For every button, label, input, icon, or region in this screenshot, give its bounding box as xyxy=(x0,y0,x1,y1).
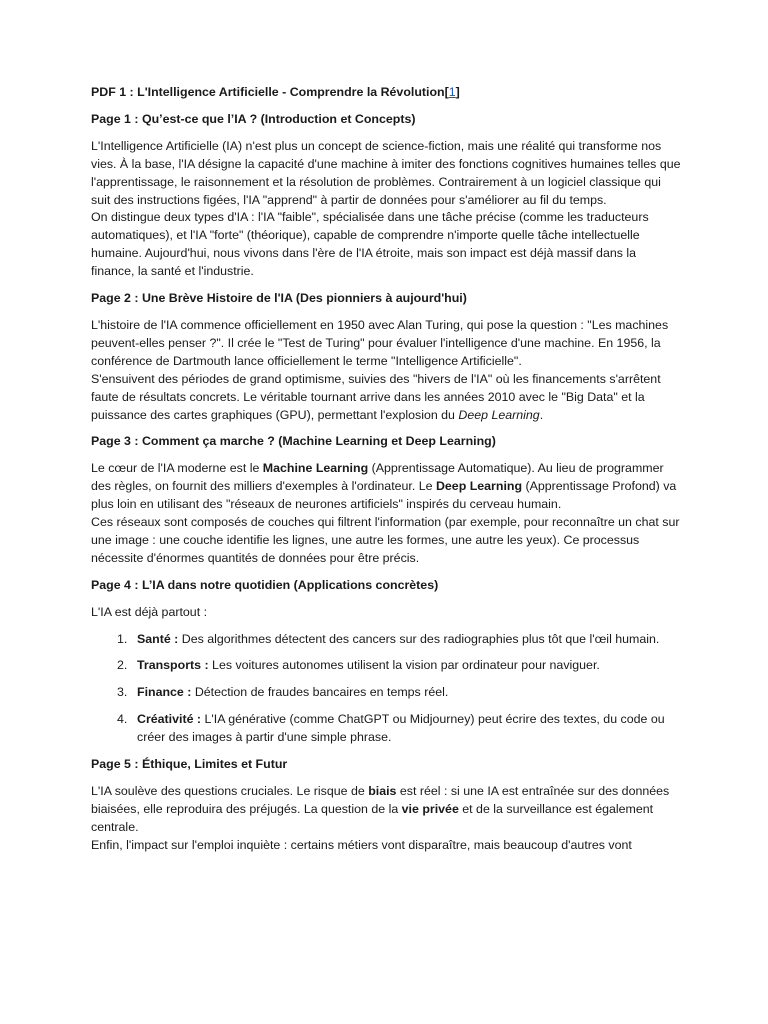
paragraph xyxy=(91,371,681,425)
paragraph: Enfin, l'impact sur l'emploi inquiète : certains métiers vont disparaître, mais beaucoup d'autres vont xyxy=(91,837,632,852)
list-text: Des algorithmes détectent des cancers sur des radiographies plus tôt que l'œil humain. xyxy=(178,631,660,646)
document-title-text: PDF 1 : L'Intelligence Artificielle - Comprendre la Révolution xyxy=(91,85,445,99)
bold-term: Deep Learning xyxy=(435,479,523,494)
paragraph: L'histoire de l'IA commence officiellement en 1950 avec Alan Turing, qui pose la question : "Les machines peuvent-elles penser ?". Il crée le "Test de Turing" pour évaluer l'intelligence d'une machine. En 1956, la conférence de Dartmouth lance officiellement le terme "Intelligence Artificielle". xyxy=(91,317,669,368)
section-body-page-1 xyxy=(91,138,681,281)
paragraph: Ces réseaux sont composés de couches qui filtrent l'information (par exemple, pour reconnaître un chat sur une image : une couche identifie les lignes, une autre les formes, une autre les yeux). Ce processus nécessite d'énormes quantités de données pour être précis. xyxy=(91,515,680,565)
text-run: Le cœur de l'IA moderne est le xyxy=(91,461,263,476)
document-title xyxy=(91,84,681,102)
text-run: est réel : si une IA est entraînée sur des données biaisées, elle reproduira des préjugés. La question de la xyxy=(91,784,670,816)
list-term: Santé : xyxy=(137,631,179,646)
section-body-page-5 xyxy=(91,783,681,855)
text-run: (Apprentissage Automatique). Au lieu de programmer des règles, on fournit des milliers d'exemples à l'ordinateur. Le xyxy=(91,461,664,494)
list-text: Les voitures autonomes utilisent la vision par ordinateur pour naviguer. xyxy=(208,658,600,673)
footnote-ref-open: [ xyxy=(444,85,449,99)
list-item xyxy=(91,657,681,675)
text-run: (Apprentissage Profond) va plus loin en utilisant des "réseaux de neurones artificiels" inspirés du cerveau humain. xyxy=(91,479,677,512)
section-body-page-2 xyxy=(91,317,681,424)
list-term: Finance : xyxy=(137,685,192,700)
list-number: 3. xyxy=(117,685,128,700)
italic-term: Deep Learning xyxy=(458,407,540,422)
list-number: 1. xyxy=(117,631,128,646)
paragraph xyxy=(91,460,681,514)
text-run: . xyxy=(539,407,544,422)
list-text: Détection de fraudes bancaires en temps réel. xyxy=(191,685,449,700)
list-item xyxy=(91,711,681,747)
text-run: L'IA soulève des questions cruciales. Le risque de xyxy=(91,784,369,798)
list-number: 4. xyxy=(117,712,128,727)
bold-term: biais xyxy=(368,784,397,798)
section-heading-page-4: Page 4 : L’IA dans notre quotidien (Applications concrètes) xyxy=(91,577,439,592)
applications-list xyxy=(91,631,681,748)
text-run: S'ensuivent des périodes de grand optimisme, suivies des "hivers de l'IA" où les financements s'arrêtent faute de résultats concrets. Le véritable tournant arrive dans les années 2010 avec le "Big Data" et la puissance des cartes graphiques (GPU), permettant l'explosion du xyxy=(91,371,661,422)
section-heading-page-1: Page 1 : Qu’est-ce que l’IA ? (Introduction et Concepts) xyxy=(91,111,416,126)
list-item xyxy=(91,684,681,702)
section-body-page-3 xyxy=(91,460,681,567)
bold-term: Machine Learning xyxy=(262,461,369,476)
footnote-ref-close: ] xyxy=(455,85,460,99)
section-heading-page-2: Page 2 : Une Brève Histoire de l'IA (Des pionniers à aujourd'hui) xyxy=(91,291,467,306)
paragraph xyxy=(91,783,681,837)
list-text: L'IA générative (comme ChatGPT ou Midjourney) peut écrire des textes, du code ou créer des images à partir d'une simple phrase. xyxy=(137,712,665,745)
list-term: Créativité : xyxy=(137,712,202,727)
list-intro: L'IA est déjà partout : xyxy=(91,604,208,619)
list-term: Transports : xyxy=(137,658,209,673)
document-page xyxy=(91,84,681,864)
list-number: 2. xyxy=(117,658,128,673)
list-item xyxy=(91,631,681,649)
paragraph: L'Intelligence Artificielle (IA) n'est plus un concept de science-fiction, mais une réalité qui transforme nos vies. À la base, l'IA désigne la capacité d'une machine à imiter des fonctions cognitives humaines telles que l'apprentissage, le raisonnement et la résolution de problèmes. Contrairement à un logiciel classique qui suit des instructions figées, l'IA "apprend" à partir de données pour s'améliorer au fil du temps. xyxy=(91,138,681,207)
section-heading-page-5: Page 5 : Éthique, Limites et Futur xyxy=(91,757,288,772)
section-heading-page-3: Page 3 : Comment ça marche ? (Machine Learning et Deep Learning) xyxy=(91,434,496,449)
text-run: et de la surveillance est également centrale. xyxy=(91,801,654,834)
paragraph: On distingue deux types d'IA : l'IA "faible", spécialisée dans une tâche précise (comme les traducteurs automatiques), et l'IA "forte" (théorique), capable de comprendre n'importe quelle tâche intellectuelle humaine. Aujourd'hui, nous vivons dans l'ère de l'IA étroite, mais son impact est déjà massif dans la finance, la santé et l'industrie. xyxy=(91,210,649,279)
footnote-ref-link[interactable]: 1 xyxy=(448,85,456,99)
bold-term: vie privée xyxy=(401,801,459,816)
